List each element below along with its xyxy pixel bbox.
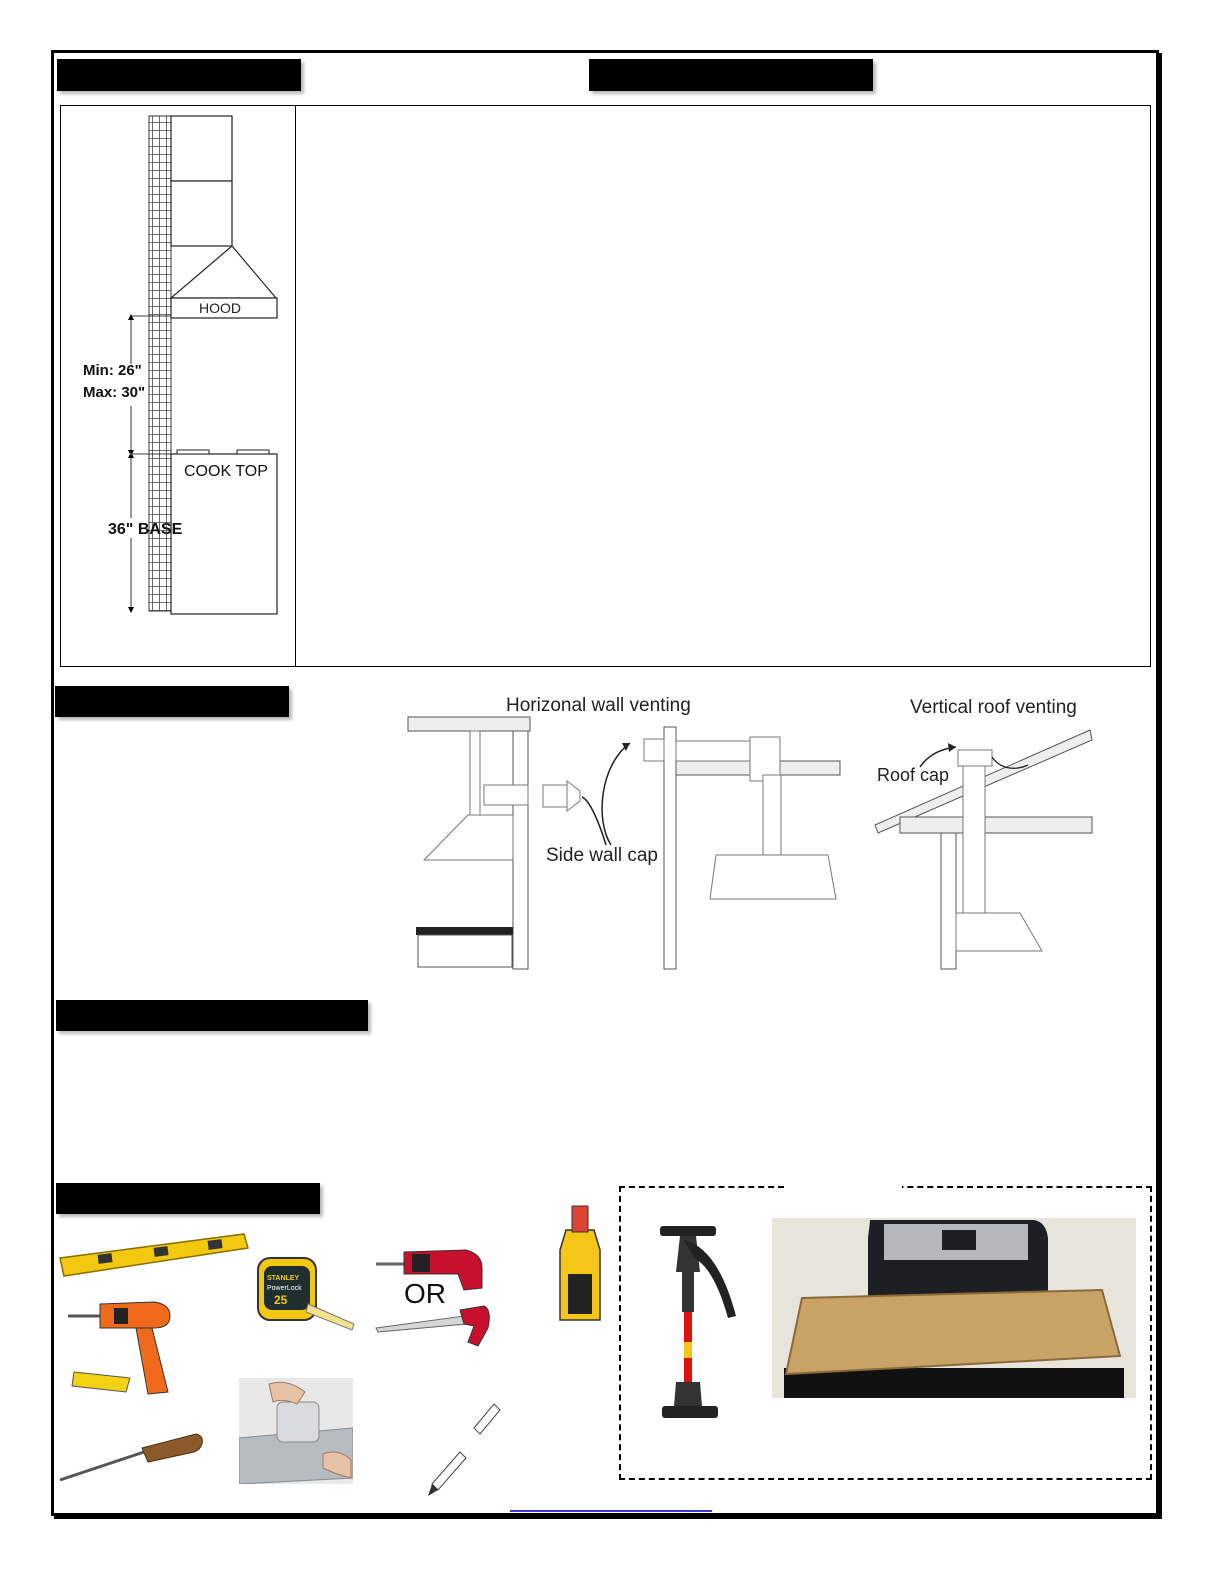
tape-measure-image <box>252 1252 358 1332</box>
cooktop-label: COOK TOP <box>184 463 268 480</box>
section-header-bar-2 <box>589 59 873 91</box>
stud-finder-image <box>556 1204 604 1326</box>
reciprocating-saw-image <box>374 1244 490 1300</box>
tape-size-label: 25 <box>274 1293 288 1307</box>
section-header-bar-3 <box>55 686 289 717</box>
or-label: OR <box>404 1278 446 1309</box>
bottom-link-underline[interactable] <box>510 1510 712 1512</box>
screwdriver-image <box>58 1430 206 1484</box>
drill-image <box>66 1298 182 1402</box>
level-tool-image <box>58 1228 250 1284</box>
tape-brand-label: STANLEY <box>267 1275 300 1282</box>
roof-cap-label: Roof cap <box>877 765 950 785</box>
max-height-label: Max: 30" <box>83 384 146 401</box>
section-header-bar-4 <box>56 1000 368 1031</box>
support-jack-image <box>654 1222 744 1422</box>
horizontal-venting-title: Horizonal wall venting <box>506 695 691 716</box>
min-height-label: Min: 26" <box>83 362 142 379</box>
tape-model-label: PowerLock <box>267 1285 302 1292</box>
base-label: 36" BASE <box>108 521 183 538</box>
section-header-bar-5 <box>56 1183 320 1214</box>
dashed-box-gap <box>784 1183 902 1191</box>
side-wall-cap-label: Side wall cap <box>546 845 658 866</box>
pencil-image <box>424 1400 504 1498</box>
hood-label: HOOD <box>199 300 241 316</box>
section-header-bar-1 <box>57 59 301 91</box>
hood-height-diagram <box>61 106 295 666</box>
plywood-cooktop-image <box>772 1218 1136 1398</box>
vertical-venting-title: Vertical roof venting <box>910 697 1077 718</box>
foil-tape-image <box>239 1378 353 1484</box>
hood-diagram-divider <box>295 105 296 667</box>
hand-saw-image <box>374 1302 494 1350</box>
venting-diagram <box>400 685 1100 975</box>
